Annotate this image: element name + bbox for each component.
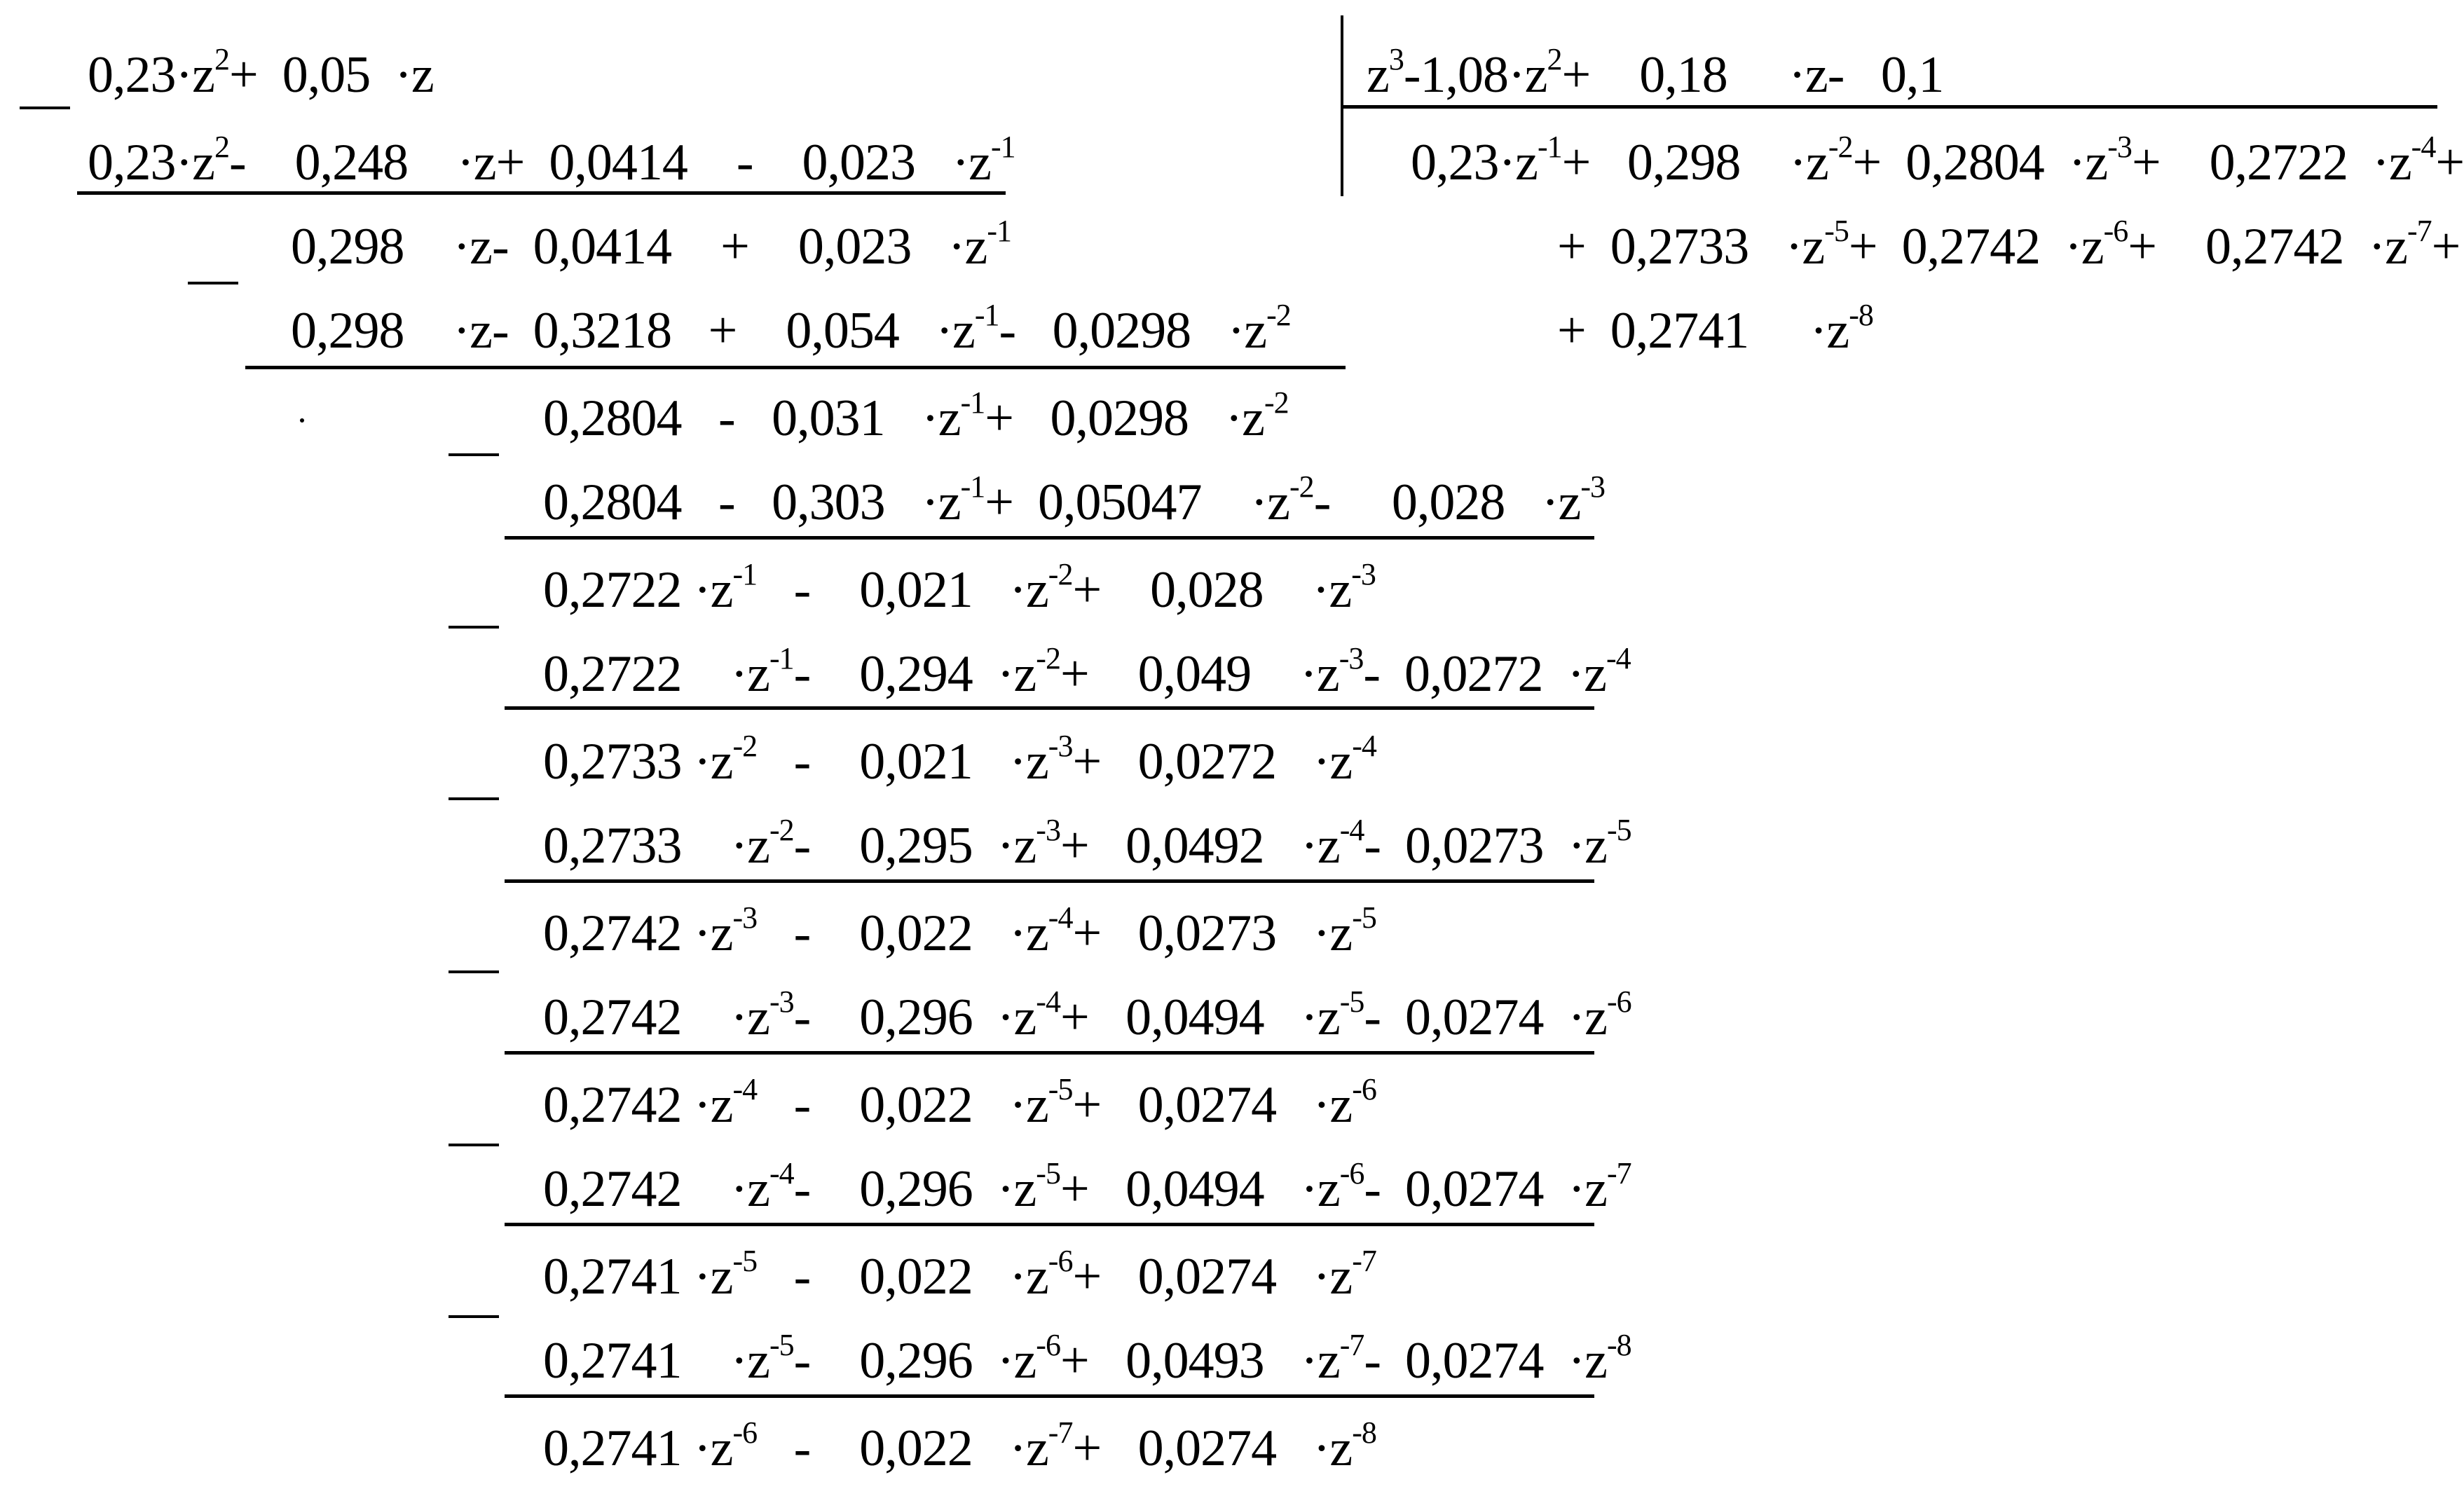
- subtract-sign: [449, 1144, 499, 1146]
- subtract-sign: [188, 282, 238, 284]
- step-4-remainder: $0,2733 \cdot z^{-2}$ - $0,021 \cdot z^{-3}+ 0,0272 \cdot z^{-4}$: [543, 729, 1376, 790]
- step-6-subtrahend: 0,2742 $\cdot z^{-3}-$ $0,296 \cdot z^{-4}+ 0,0494 \cdot z^{-5}-$ $0,0274 \cdot z^{-6}$: [543, 984, 1631, 1046]
- step-5-remainder: $0,2742 \cdot z^{-3}$ - $0,022 \cdot z^{-4}+ 0,0273 \cdot z^{-5}$: [543, 900, 1376, 962]
- step-8-rule: [505, 1394, 1594, 1398]
- step-7-rule: [505, 1223, 1594, 1226]
- step-2-rule: [245, 366, 1346, 369]
- divisor-expression: $z^3-1,08\cdot z^2+$ 0,18 ·z- 0,1: [1367, 42, 1944, 104]
- step-5-rule: [505, 879, 1594, 883]
- step-4-rule: [505, 706, 1594, 710]
- step-1-remainder: 0,298 ·z- 0,0414 + $0,023 \cdot z^{-1}$: [291, 214, 1012, 275]
- stray-dot-mark: [300, 418, 304, 423]
- step-7-remainder: $0,2741 \cdot z^{-5}$ - $0,022 \cdot z^{-6}+ 0,0274 \cdot z^{-7}$: [543, 1244, 1376, 1305]
- subtract-sign: [449, 970, 499, 973]
- step-1-subtrahend: $0,23\cdot z^2-$ 0,248 ·z+ 0,0414 - $0,023 \cdot z^{-1}$: [88, 130, 1015, 191]
- step-6-rule: [505, 1051, 1594, 1055]
- dividend-expression: $0,23\cdot z^2+ 0,05 \cdot z$: [88, 42, 434, 104]
- divisor-underline: [1341, 105, 2437, 109]
- step-7-subtrahend: 0,2742 $\cdot z^{-4}-$ $0,296 \cdot z^{-5}+ 0,0494 \cdot z^{-6}-$ $0,0274 \cdot z^{-7}$: [543, 1156, 1631, 1218]
- step-1-rule: [77, 191, 1006, 195]
- quotient-line-3: + 0,2741 $\cdot z^{-8}$: [1557, 298, 1873, 359]
- step-3-subtrahend: $0,2804 - 0,303 \cdot z^{-1}+ 0,05047$ $\cdot z^{-2}-$ $0,028 \cdot z^{-3}$: [543, 469, 1605, 531]
- quotient-line-1: $0,23\cdot z^{-1}+ 0,298$ $\cdot z^{-2}+ 0,2804 \cdot z^{-3}+$ $0,2722 \cdot z^{-4}+$: [1411, 130, 2464, 191]
- quotient-line-2: + $0,2733 \cdot z^{-5}+ 0,2742 \cdot z^{-6}+$ $0,2742 \cdot z^{-7}+$: [1557, 214, 2460, 275]
- step-2-remainder: $0,2804 - 0,031 \cdot z^{-1}+ 0,0298 \cdot z^{-2}$: [543, 385, 1289, 447]
- step-4-subtrahend: 0,2722 $\cdot z^{-1}-$ $0,294 \cdot z^{-2}+$ 0,049 $\cdot z^{-3}-$ $0,0272 \cdot z^{-4}$: [543, 641, 1631, 703]
- subtract-sign: [449, 453, 499, 456]
- step-2-subtrahend: 0,298 ·z- 0,3218 + $0,054 \cdot z^{-1}-$ $0,0298 \cdot z^{-2}$: [291, 298, 1291, 359]
- step-3-remainder: $0,2722 \cdot z^{-1}$ - $0,021 \cdot z^{-2}+$ 0,028 $\cdot z^{-3}$: [543, 557, 1376, 619]
- subtract-sign: [449, 797, 499, 800]
- step-5-subtrahend: 0,2733 $\cdot z^{-2}-$ $0,295 \cdot z^{-3}+ 0,0492 \cdot z^{-4}-$ $0,0273 \cdot z^{-5}$: [543, 813, 1631, 874]
- final-remainder: $0,2741 \cdot z^{-6}$ - $0,022 \cdot z^{-7}+ 0,0274 \cdot z^{-8}$: [543, 1415, 1376, 1477]
- subtract-sign: [449, 626, 499, 629]
- subtract-sign: [449, 1315, 499, 1318]
- step-6-remainder: $0,2742 \cdot z^{-4}$ - $0,022 \cdot z^{-5}+ 0,0274 \cdot z^{-6}$: [543, 1072, 1376, 1134]
- step-8-subtrahend: 0,2741 $\cdot z^{-5}-$ $0,296 \cdot z^{-6}+ 0,0493 \cdot z^{-7}-$ $0,0274 \cdot z^{-8}$: [543, 1328, 1631, 1389]
- step-3-rule: [505, 536, 1594, 540]
- subtract-sign: [20, 107, 70, 109]
